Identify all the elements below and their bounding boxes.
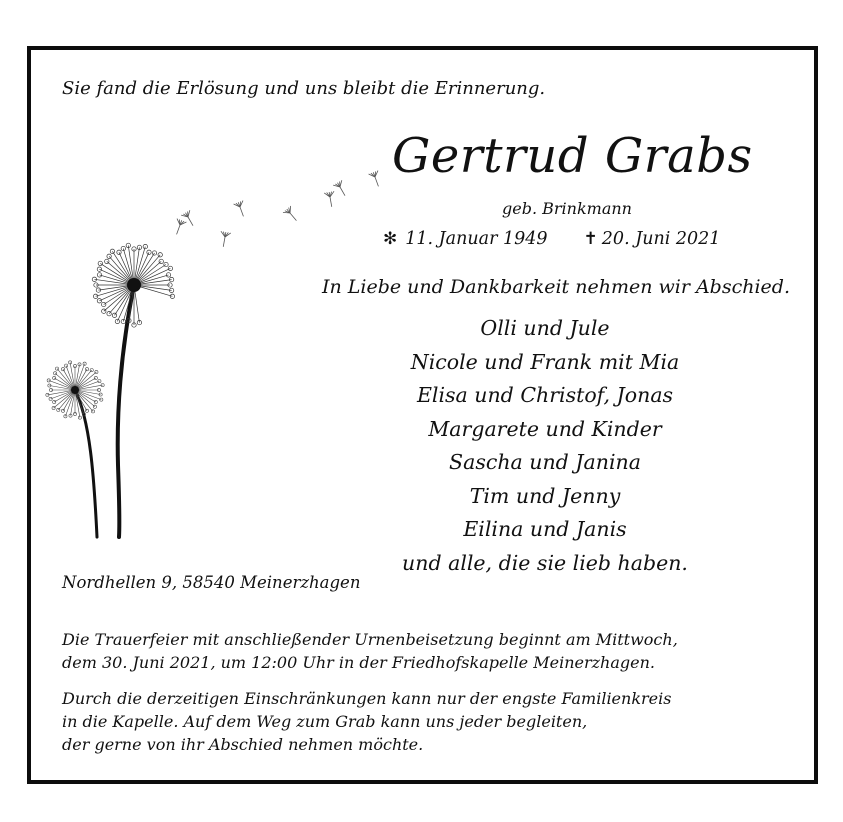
birth-date: 11. Januar 1949	[405, 229, 548, 249]
life-dates	[383, 229, 720, 249]
ceremony-line: Die Trauerfeier mit anschließender Urnenbeisetzung beginnt am Mittwoch,	[62, 630, 678, 649]
family-entry: und alle, die sie lieb haben.	[402, 550, 688, 575]
death-cross-icon: ✝	[583, 229, 598, 249]
notice-line: in die Kapelle. Auf dem Weg zum Grab kann uns jeder begleiten,	[62, 712, 588, 731]
dandelion-illustration-icon	[40, 165, 400, 545]
family-entry: Margarete und Kinder	[428, 416, 662, 441]
family-entry: Tim und Jenny	[469, 483, 621, 508]
restriction-notice	[62, 687, 671, 756]
family-entry: Nicole und Frank mit Mia	[410, 349, 680, 374]
family-entry: Eilina und Janis	[463, 517, 627, 541]
family-entry: Elisa und Christof, Jonas	[416, 383, 674, 407]
motto: Sie fand die Erlösung und uns bleibt die Erinnerung.	[62, 78, 546, 99]
death-date: 20. Juni 2021	[601, 229, 721, 249]
family-list	[395, 312, 695, 580]
birth-star-icon: ✻	[383, 229, 398, 249]
deceased-name: Gertrud Grabs	[392, 128, 753, 184]
notice-line: der gerne von ihr Abschied nehmen möchte.	[62, 735, 424, 754]
family-entry: Olli und Jule	[480, 316, 610, 340]
ceremony-line: dem 30. Juni 2021, um 12:00 Uhr in der Friedhofskapelle Meinerzhagen.	[62, 653, 655, 672]
address: Nordhellen 9, 58540 Meinerzhagen	[62, 573, 361, 592]
maiden-name: geb. Brinkmann	[502, 199, 632, 218]
farewell-line: In Liebe und Dankbarkeit nehmen wir Abschied.	[322, 276, 790, 298]
notice-line: Durch die derzeitigen Einschränkungen kann nur der engste Familienkreis	[62, 689, 672, 708]
family-entry: Sascha und Janina	[449, 450, 641, 474]
ceremony-info	[62, 628, 678, 674]
